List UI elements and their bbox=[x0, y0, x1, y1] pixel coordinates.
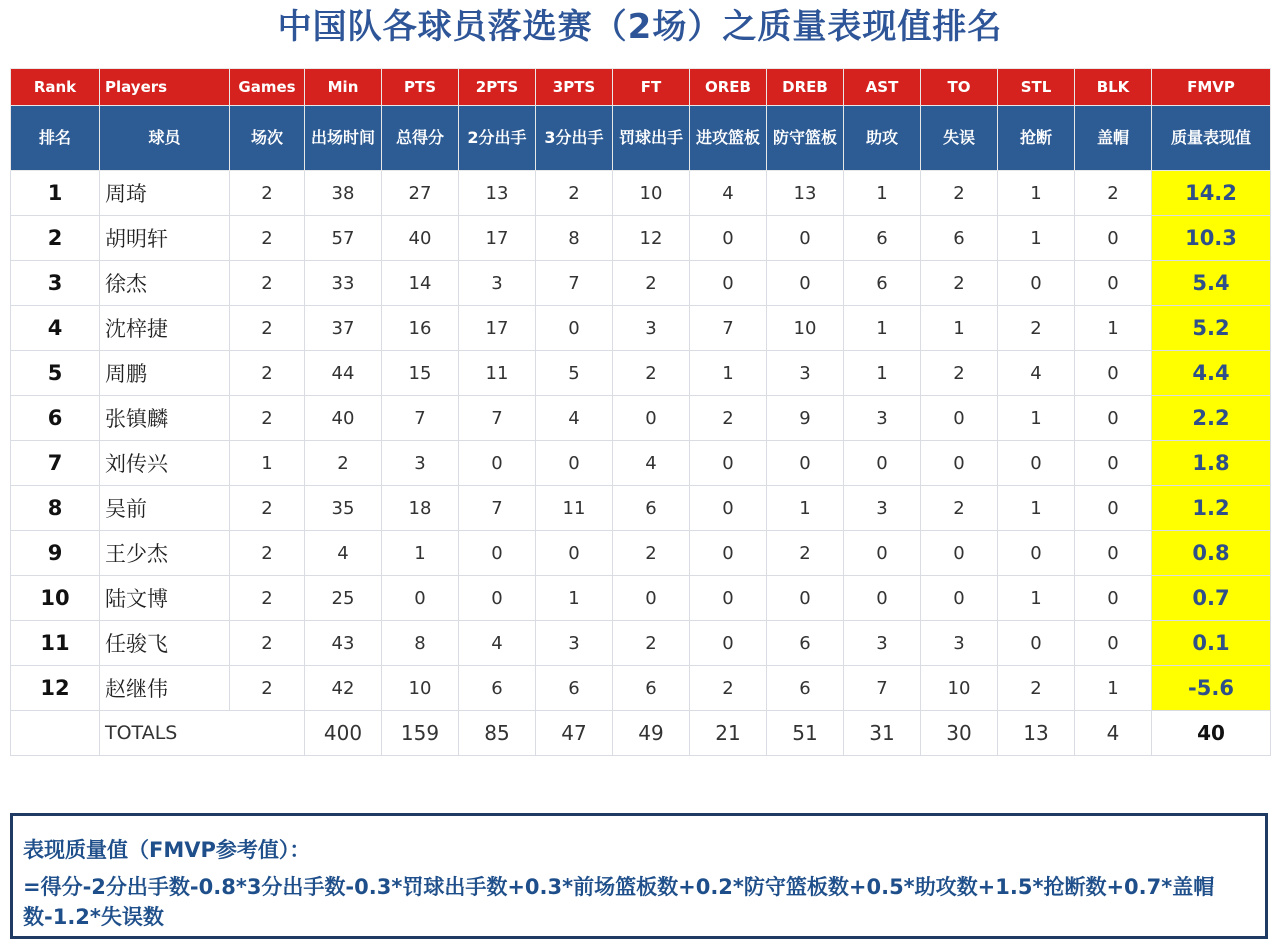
ft-cell: 0 bbox=[613, 576, 690, 621]
oreb-cell: 0 bbox=[690, 621, 767, 666]
table-row bbox=[11, 396, 1271, 441]
dreb-cell: 13 bbox=[767, 171, 844, 216]
total-p2-cell: 85 bbox=[459, 711, 536, 756]
total-fmvp-cell: 40 bbox=[1152, 711, 1271, 756]
fmvp-cell: 0.7 bbox=[1152, 576, 1271, 621]
blk-cell: 2 bbox=[1075, 171, 1152, 216]
stl-cell: 1 bbox=[998, 171, 1075, 216]
pts-cell: 7 bbox=[382, 396, 459, 441]
to-cell: 2 bbox=[921, 171, 998, 216]
table-row bbox=[11, 621, 1271, 666]
stl-cell: 0 bbox=[998, 261, 1075, 306]
fmvp-cell: 10.3 bbox=[1152, 216, 1271, 261]
min-cell: 43 bbox=[305, 621, 382, 666]
p2-cell: 3 bbox=[459, 261, 536, 306]
p2-cell: 4 bbox=[459, 621, 536, 666]
header-en-pts: PTS bbox=[382, 69, 459, 106]
table-row bbox=[11, 171, 1271, 216]
games-cell: 2 bbox=[230, 396, 305, 441]
rank-cell: 3 bbox=[11, 261, 100, 306]
blk-cell: 1 bbox=[1075, 306, 1152, 351]
fmvp-cell: 1.8 bbox=[1152, 441, 1271, 486]
header-en-min: Min bbox=[305, 69, 382, 106]
blk-cell: 0 bbox=[1075, 261, 1152, 306]
rank-cell: 11 bbox=[11, 621, 100, 666]
ast-cell: 6 bbox=[844, 216, 921, 261]
header-en-to: TO bbox=[921, 69, 998, 106]
dreb-cell: 3 bbox=[767, 351, 844, 396]
oreb-cell: 7 bbox=[690, 306, 767, 351]
fmvp-cell: 4.4 bbox=[1152, 351, 1271, 396]
player-stats-table bbox=[10, 68, 1271, 756]
dreb-cell: 0 bbox=[767, 576, 844, 621]
blk-cell: 0 bbox=[1075, 531, 1152, 576]
p2-cell: 0 bbox=[459, 531, 536, 576]
games-cell: 2 bbox=[230, 531, 305, 576]
stl-cell: 2 bbox=[998, 666, 1075, 711]
ast-cell: 0 bbox=[844, 441, 921, 486]
oreb-cell: 1 bbox=[690, 351, 767, 396]
header-cn-games: 场次 bbox=[230, 106, 305, 171]
fmvp-cell: -5.6 bbox=[1152, 666, 1271, 711]
min-cell: 42 bbox=[305, 666, 382, 711]
table-row bbox=[11, 441, 1271, 486]
header-cn-min: 出场时间 bbox=[305, 106, 382, 171]
to-cell: 0 bbox=[921, 576, 998, 621]
ft-cell: 2 bbox=[613, 621, 690, 666]
pts-cell: 18 bbox=[382, 486, 459, 531]
blk-cell: 0 bbox=[1075, 396, 1152, 441]
header-en-rank: Rank bbox=[11, 69, 100, 106]
blk-cell: 0 bbox=[1075, 576, 1152, 621]
p3-cell: 0 bbox=[536, 441, 613, 486]
header-cn-2pts: 2分出手 bbox=[459, 106, 536, 171]
chinese-header-row bbox=[11, 106, 1271, 171]
min-cell: 44 bbox=[305, 351, 382, 396]
header-cn-rank: 排名 bbox=[11, 106, 100, 171]
to-cell: 0 bbox=[921, 531, 998, 576]
player-name-cell: 徐杰 bbox=[100, 261, 230, 306]
fmvp-cell: 1.2 bbox=[1152, 486, 1271, 531]
ast-cell: 0 bbox=[844, 531, 921, 576]
player-name-cell: 周鹏 bbox=[100, 351, 230, 396]
table-row bbox=[11, 531, 1271, 576]
p3-cell: 0 bbox=[536, 306, 613, 351]
player-name-cell: 胡明轩 bbox=[100, 216, 230, 261]
dreb-cell: 10 bbox=[767, 306, 844, 351]
p3-cell: 5 bbox=[536, 351, 613, 396]
games-cell: 2 bbox=[230, 216, 305, 261]
header-en-games: Games bbox=[230, 69, 305, 106]
total-stl-cell: 13 bbox=[998, 711, 1075, 756]
games-cell: 2 bbox=[230, 621, 305, 666]
oreb-cell: 0 bbox=[690, 531, 767, 576]
ft-cell: 2 bbox=[613, 351, 690, 396]
ft-cell: 6 bbox=[613, 666, 690, 711]
p2-cell: 7 bbox=[459, 486, 536, 531]
stl-cell: 0 bbox=[998, 441, 1075, 486]
header-en-blk: BLK bbox=[1075, 69, 1152, 106]
to-cell: 10 bbox=[921, 666, 998, 711]
p2-cell: 17 bbox=[459, 216, 536, 261]
player-name-cell: 赵继伟 bbox=[100, 666, 230, 711]
header-en-2pts: 2PTS bbox=[459, 69, 536, 106]
header-cn-fmvp: 质量表现值 bbox=[1152, 106, 1271, 171]
ast-cell: 1 bbox=[844, 306, 921, 351]
player-name-cell: 周琦 bbox=[100, 171, 230, 216]
ast-cell: 6 bbox=[844, 261, 921, 306]
player-name-cell: 吴前 bbox=[100, 486, 230, 531]
rank-cell: 8 bbox=[11, 486, 100, 531]
to-cell: 2 bbox=[921, 261, 998, 306]
rank-cell: 4 bbox=[11, 306, 100, 351]
fmvp-cell: 5.4 bbox=[1152, 261, 1271, 306]
p3-cell: 8 bbox=[536, 216, 613, 261]
total-ft-cell: 49 bbox=[613, 711, 690, 756]
header-en-players: Players bbox=[100, 69, 230, 106]
pts-cell: 16 bbox=[382, 306, 459, 351]
pts-cell: 8 bbox=[382, 621, 459, 666]
totals-rank-empty bbox=[11, 711, 100, 756]
oreb-cell: 0 bbox=[690, 441, 767, 486]
header-en-fmvp: FMVP bbox=[1152, 69, 1271, 106]
p2-cell: 7 bbox=[459, 396, 536, 441]
total-oreb-cell: 21 bbox=[690, 711, 767, 756]
stl-cell: 1 bbox=[998, 396, 1075, 441]
games-cell: 2 bbox=[230, 351, 305, 396]
header-cn-oreb: 进攻篮板 bbox=[690, 106, 767, 171]
player-name-cell: 张镇麟 bbox=[100, 396, 230, 441]
oreb-cell: 0 bbox=[690, 261, 767, 306]
to-cell: 2 bbox=[921, 351, 998, 396]
p2-cell: 17 bbox=[459, 306, 536, 351]
header-cn-pts: 总得分 bbox=[382, 106, 459, 171]
blk-cell: 0 bbox=[1075, 621, 1152, 666]
table-row bbox=[11, 576, 1271, 621]
rank-cell: 1 bbox=[11, 171, 100, 216]
oreb-cell: 4 bbox=[690, 171, 767, 216]
p2-cell: 6 bbox=[459, 666, 536, 711]
header-en-ast: AST bbox=[844, 69, 921, 106]
oreb-cell: 0 bbox=[690, 576, 767, 621]
header-cn-ast: 助攻 bbox=[844, 106, 921, 171]
rank-cell: 5 bbox=[11, 351, 100, 396]
ft-cell: 6 bbox=[613, 486, 690, 531]
games-cell: 2 bbox=[230, 576, 305, 621]
ast-cell: 3 bbox=[844, 396, 921, 441]
stl-cell: 1 bbox=[998, 576, 1075, 621]
fmvp-formula-box bbox=[10, 813, 1268, 939]
pts-cell: 1 bbox=[382, 531, 459, 576]
to-cell: 2 bbox=[921, 486, 998, 531]
total-to-cell: 30 bbox=[921, 711, 998, 756]
pts-cell: 10 bbox=[382, 666, 459, 711]
player-name-cell: 沈梓捷 bbox=[100, 306, 230, 351]
to-cell: 6 bbox=[921, 216, 998, 261]
header-cn-ft: 罚球出手 bbox=[613, 106, 690, 171]
ast-cell: 1 bbox=[844, 351, 921, 396]
ft-cell: 12 bbox=[613, 216, 690, 261]
blk-cell: 0 bbox=[1075, 351, 1152, 396]
p3-cell: 6 bbox=[536, 666, 613, 711]
rank-cell: 6 bbox=[11, 396, 100, 441]
games-cell: 2 bbox=[230, 171, 305, 216]
header-en-ft: FT bbox=[613, 69, 690, 106]
p2-cell: 0 bbox=[459, 576, 536, 621]
blk-cell: 0 bbox=[1075, 216, 1152, 261]
stl-cell: 4 bbox=[998, 351, 1075, 396]
min-cell: 2 bbox=[305, 441, 382, 486]
fmvp-cell: 0.8 bbox=[1152, 531, 1271, 576]
total-dreb-cell: 51 bbox=[767, 711, 844, 756]
oreb-cell: 0 bbox=[690, 216, 767, 261]
games-cell: 2 bbox=[230, 666, 305, 711]
stl-cell: 1 bbox=[998, 216, 1075, 261]
header-cn-stl: 抢断 bbox=[998, 106, 1075, 171]
p3-cell: 11 bbox=[536, 486, 613, 531]
header-en-oreb: OREB bbox=[690, 69, 767, 106]
rank-cell: 10 bbox=[11, 576, 100, 621]
dreb-cell: 2 bbox=[767, 531, 844, 576]
table-row bbox=[11, 306, 1271, 351]
min-cell: 57 bbox=[305, 216, 382, 261]
min-cell: 40 bbox=[305, 396, 382, 441]
pts-cell: 40 bbox=[382, 216, 459, 261]
p2-cell: 11 bbox=[459, 351, 536, 396]
totals-label: TOTALS bbox=[100, 711, 305, 756]
oreb-cell: 2 bbox=[690, 396, 767, 441]
table-row bbox=[11, 486, 1271, 531]
min-cell: 25 bbox=[305, 576, 382, 621]
games-cell: 2 bbox=[230, 261, 305, 306]
header-en-dreb: DREB bbox=[767, 69, 844, 106]
p3-cell: 0 bbox=[536, 531, 613, 576]
to-cell: 1 bbox=[921, 306, 998, 351]
ft-cell: 2 bbox=[613, 261, 690, 306]
p3-cell: 2 bbox=[536, 171, 613, 216]
total-min-cell: 400 bbox=[305, 711, 382, 756]
formula-title: 表现质量值（FMVP参考值）： bbox=[23, 838, 311, 862]
pts-cell: 27 bbox=[382, 171, 459, 216]
dreb-cell: 0 bbox=[767, 261, 844, 306]
dreb-cell: 6 bbox=[767, 666, 844, 711]
total-blk-cell: 4 bbox=[1075, 711, 1152, 756]
fmvp-cell: 5.2 bbox=[1152, 306, 1271, 351]
ast-cell: 3 bbox=[844, 486, 921, 531]
dreb-cell: 6 bbox=[767, 621, 844, 666]
ft-cell: 4 bbox=[613, 441, 690, 486]
ft-cell: 0 bbox=[613, 396, 690, 441]
fmvp-cell: 14.2 bbox=[1152, 171, 1271, 216]
p3-cell: 1 bbox=[536, 576, 613, 621]
ast-cell: 3 bbox=[844, 621, 921, 666]
min-cell: 37 bbox=[305, 306, 382, 351]
player-name-cell: 刘传兴 bbox=[100, 441, 230, 486]
min-cell: 35 bbox=[305, 486, 382, 531]
totals-row bbox=[11, 711, 1271, 756]
table-row bbox=[11, 216, 1271, 261]
dreb-cell: 9 bbox=[767, 396, 844, 441]
blk-cell: 1 bbox=[1075, 666, 1152, 711]
blk-cell: 0 bbox=[1075, 441, 1152, 486]
ast-cell: 1 bbox=[844, 171, 921, 216]
pts-cell: 14 bbox=[382, 261, 459, 306]
table-row bbox=[11, 351, 1271, 396]
rank-cell: 7 bbox=[11, 441, 100, 486]
p3-cell: 7 bbox=[536, 261, 613, 306]
fmvp-cell: 2.2 bbox=[1152, 396, 1271, 441]
min-cell: 4 bbox=[305, 531, 382, 576]
rank-cell: 9 bbox=[11, 531, 100, 576]
ft-cell: 10 bbox=[613, 171, 690, 216]
rank-cell: 12 bbox=[11, 666, 100, 711]
ast-cell: 0 bbox=[844, 576, 921, 621]
pts-cell: 0 bbox=[382, 576, 459, 621]
english-header-row bbox=[11, 69, 1271, 106]
to-cell: 0 bbox=[921, 396, 998, 441]
min-cell: 38 bbox=[305, 171, 382, 216]
dreb-cell: 0 bbox=[767, 216, 844, 261]
header-cn-to: 失误 bbox=[921, 106, 998, 171]
header-cn-players: 球员 bbox=[100, 106, 230, 171]
stl-cell: 2 bbox=[998, 306, 1075, 351]
total-pts-cell: 159 bbox=[382, 711, 459, 756]
pts-cell: 3 bbox=[382, 441, 459, 486]
header-en-3pts: 3PTS bbox=[536, 69, 613, 106]
table-row bbox=[11, 666, 1271, 711]
games-cell: 2 bbox=[230, 486, 305, 531]
page-title: 中国队各球员落选赛（2场）之质量表现值排名 bbox=[277, 7, 1003, 47]
stl-cell: 1 bbox=[998, 486, 1075, 531]
player-name-cell: 陆文博 bbox=[100, 576, 230, 621]
p3-cell: 4 bbox=[536, 396, 613, 441]
formula-text: =得分-2分出手数-0.8*3分出手数-0.3*罚球出手数+0.3*前场篮板数+0.2*防守篮板数+0.5*助攻数+1.5*抢断数+0.7*盖帽数-1.2*失误数 bbox=[23, 875, 1215, 929]
min-cell: 33 bbox=[305, 261, 382, 306]
to-cell: 0 bbox=[921, 441, 998, 486]
fmvp-cell: 0.1 bbox=[1152, 621, 1271, 666]
dreb-cell: 0 bbox=[767, 441, 844, 486]
header-en-stl: STL bbox=[998, 69, 1075, 106]
to-cell: 3 bbox=[921, 621, 998, 666]
stl-cell: 0 bbox=[998, 621, 1075, 666]
header-cn-dreb: 防守篮板 bbox=[767, 106, 844, 171]
stl-cell: 0 bbox=[998, 531, 1075, 576]
p2-cell: 13 bbox=[459, 171, 536, 216]
pts-cell: 15 bbox=[382, 351, 459, 396]
p2-cell: 0 bbox=[459, 441, 536, 486]
rank-cell: 2 bbox=[11, 216, 100, 261]
oreb-cell: 0 bbox=[690, 486, 767, 531]
ft-cell: 3 bbox=[613, 306, 690, 351]
header-cn-blk: 盖帽 bbox=[1075, 106, 1152, 171]
dreb-cell: 1 bbox=[767, 486, 844, 531]
header-cn-3pts: 3分出手 bbox=[536, 106, 613, 171]
ft-cell: 2 bbox=[613, 531, 690, 576]
games-cell: 2 bbox=[230, 306, 305, 351]
total-ast-cell: 31 bbox=[844, 711, 921, 756]
ast-cell: 7 bbox=[844, 666, 921, 711]
total-p3-cell: 47 bbox=[536, 711, 613, 756]
blk-cell: 0 bbox=[1075, 486, 1152, 531]
player-name-cell: 任骏飞 bbox=[100, 621, 230, 666]
oreb-cell: 2 bbox=[690, 666, 767, 711]
games-cell: 1 bbox=[230, 441, 305, 486]
p3-cell: 3 bbox=[536, 621, 613, 666]
player-name-cell: 王少杰 bbox=[100, 531, 230, 576]
table-row bbox=[11, 261, 1271, 306]
